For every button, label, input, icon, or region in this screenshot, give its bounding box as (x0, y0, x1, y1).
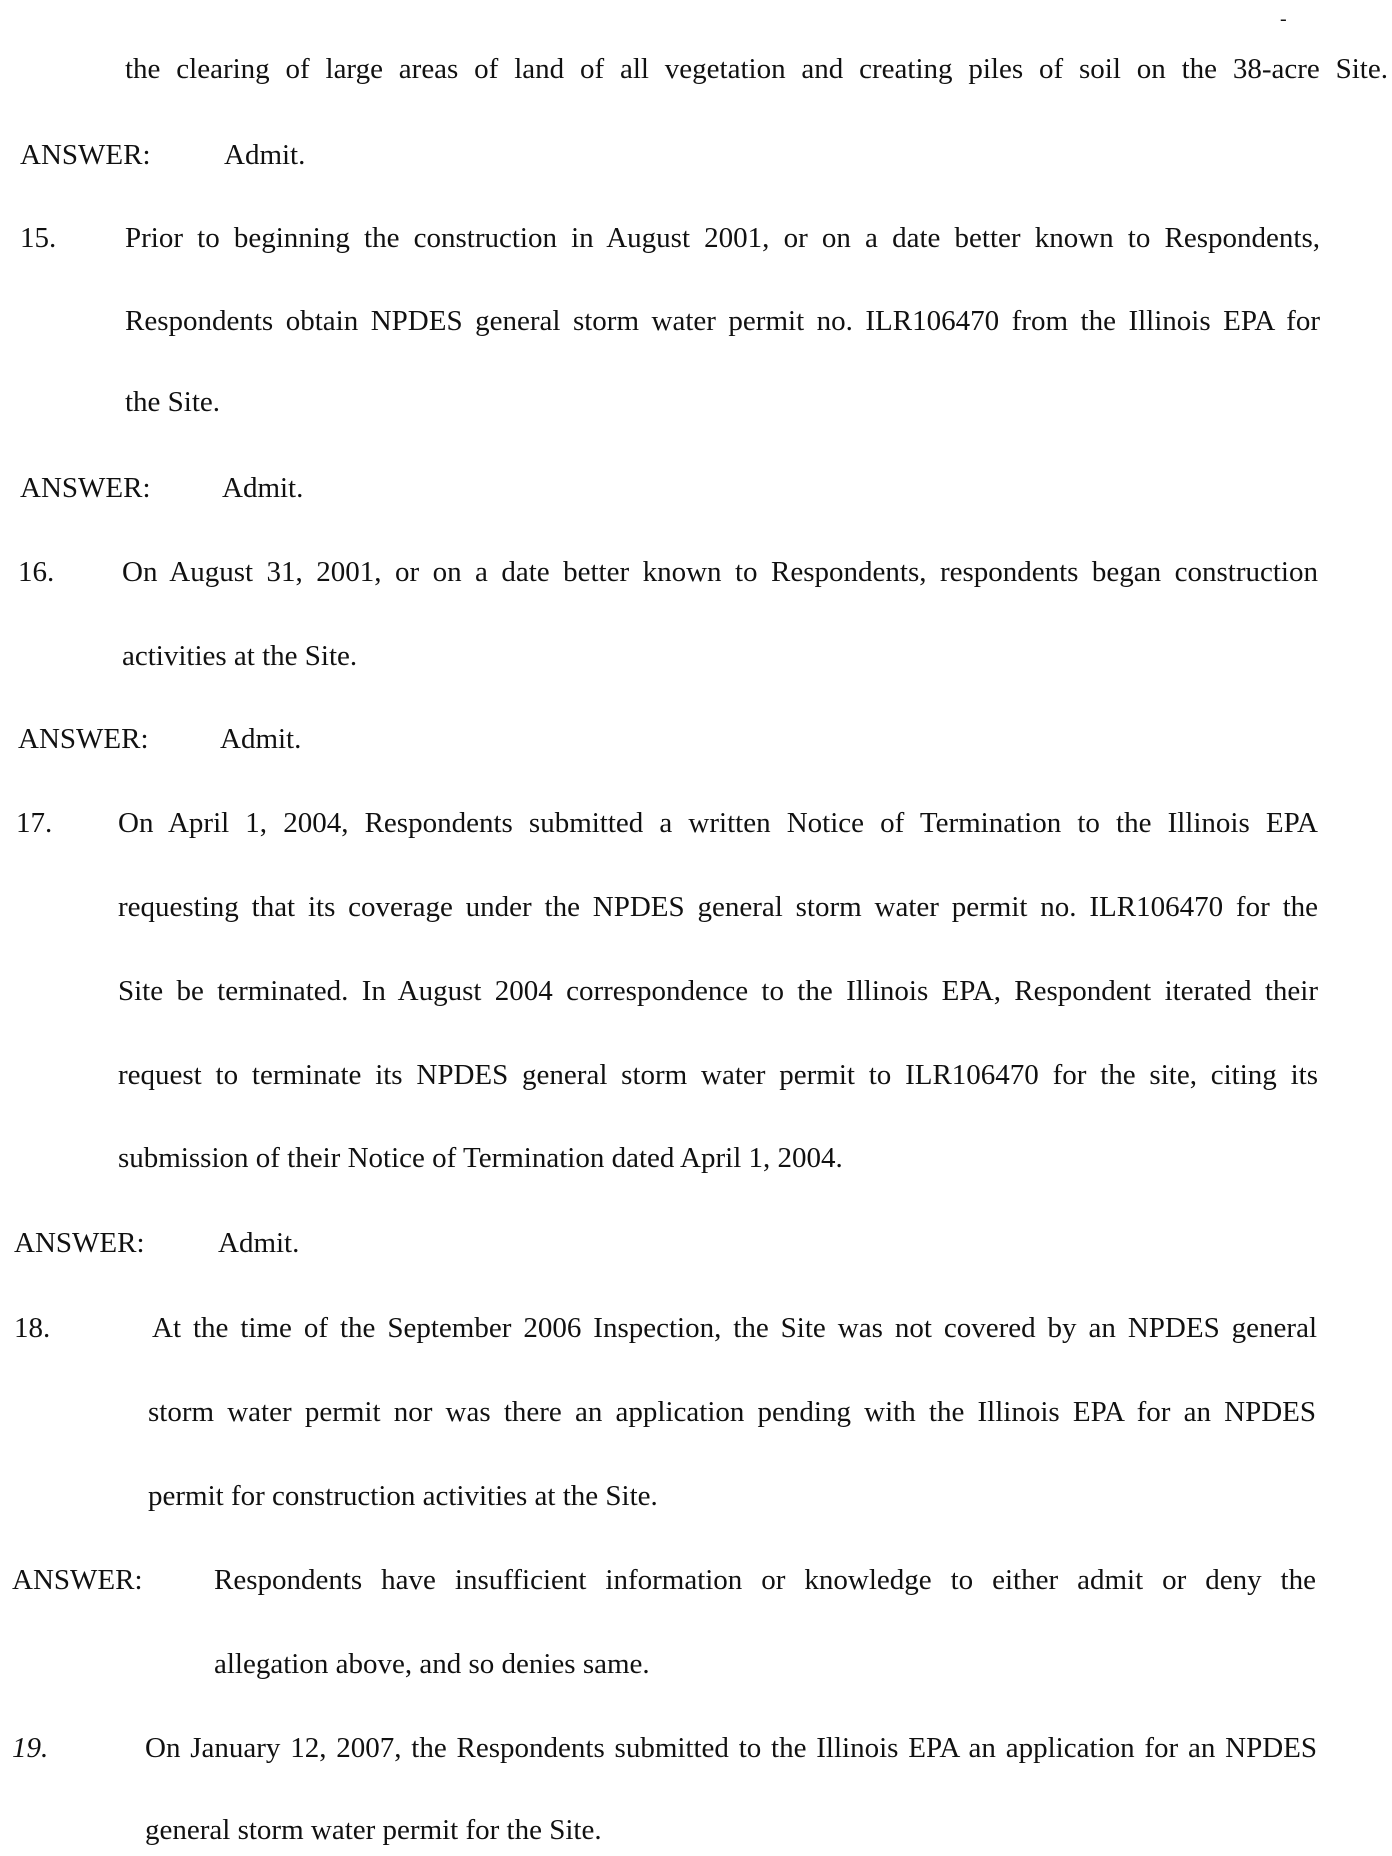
answer-text: Admit. (224, 139, 306, 171)
paragraph-line: On August 31, 2001, or on a date better known to Respondents, respondents began construction (122, 556, 1318, 588)
answer-text: allegation above, and so denies same. (214, 1648, 650, 1680)
answer-text: Admit. (218, 1227, 300, 1259)
paragraph-line: request to terminate its NPDES general storm water permit to ILR106470 for the site, citing its (118, 1059, 1318, 1091)
answer-label: ANSWER: (12, 1564, 143, 1596)
answer-label: ANSWER: (20, 139, 151, 171)
paragraph-line: At the time of the September 2006 Inspection, the Site was not covered by an NPDES general (152, 1312, 1317, 1344)
answer-label: ANSWER: (14, 1227, 145, 1259)
answer-label: ANSWER: (18, 723, 149, 755)
paragraph-number: 19. (12, 1732, 49, 1764)
paragraph-line: Respondents obtain NPDES general storm water permit no. ILR106470 from the Illinois EPA for (125, 305, 1320, 337)
answer-label: ANSWER: (20, 472, 151, 504)
paragraph-line: requesting that its coverage under the NPDES general storm water permit no. ILR106470 for the (118, 891, 1318, 923)
paragraph-line: storm water permit nor was there an application pending with the Illinois EPA for an NPDES (148, 1396, 1316, 1428)
paragraph-number: 18. (14, 1312, 51, 1344)
paragraph-number: 17. (16, 807, 53, 839)
paragraph-line: Prior to beginning the construction in August 2001, or on a date better known to Respondents, (125, 222, 1320, 254)
paragraph-line: permit for construction activities at the Site. (148, 1480, 658, 1512)
answer-text: Admit. (222, 472, 304, 504)
paragraph-number: 16. (18, 556, 55, 588)
paragraph-line: activities at the Site. (122, 640, 358, 672)
paragraph-line: submission of their Notice of Termination dated April 1, 2004. (118, 1142, 843, 1174)
paragraph-line: Site be terminated. In August 2004 correspondence to the Illinois EPA, Respondent iterated their (118, 975, 1318, 1007)
paragraph-line: On January 12, 2007, the Respondents submitted to the Illinois EPA an application for an NPDES (145, 1732, 1317, 1764)
paragraph-number: 15. (20, 222, 57, 254)
paragraph-line: the clearing of large areas of land of all vegetation and creating piles of soil on the 38-acre Site. (125, 53, 1388, 85)
paragraph-line: the Site. (125, 386, 221, 418)
paragraph-line: On April 1, 2004, Respondents submitted a written Notice of Termination to the Illinois EPA (118, 807, 1318, 839)
paragraph-line: general storm water permit for the Site. (145, 1814, 602, 1846)
answer-text: Respondents have insufficient information or knowledge to either admit or deny the (214, 1564, 1316, 1596)
page-mark: - (1280, 8, 1287, 30)
answer-text: Admit. (220, 723, 302, 755)
